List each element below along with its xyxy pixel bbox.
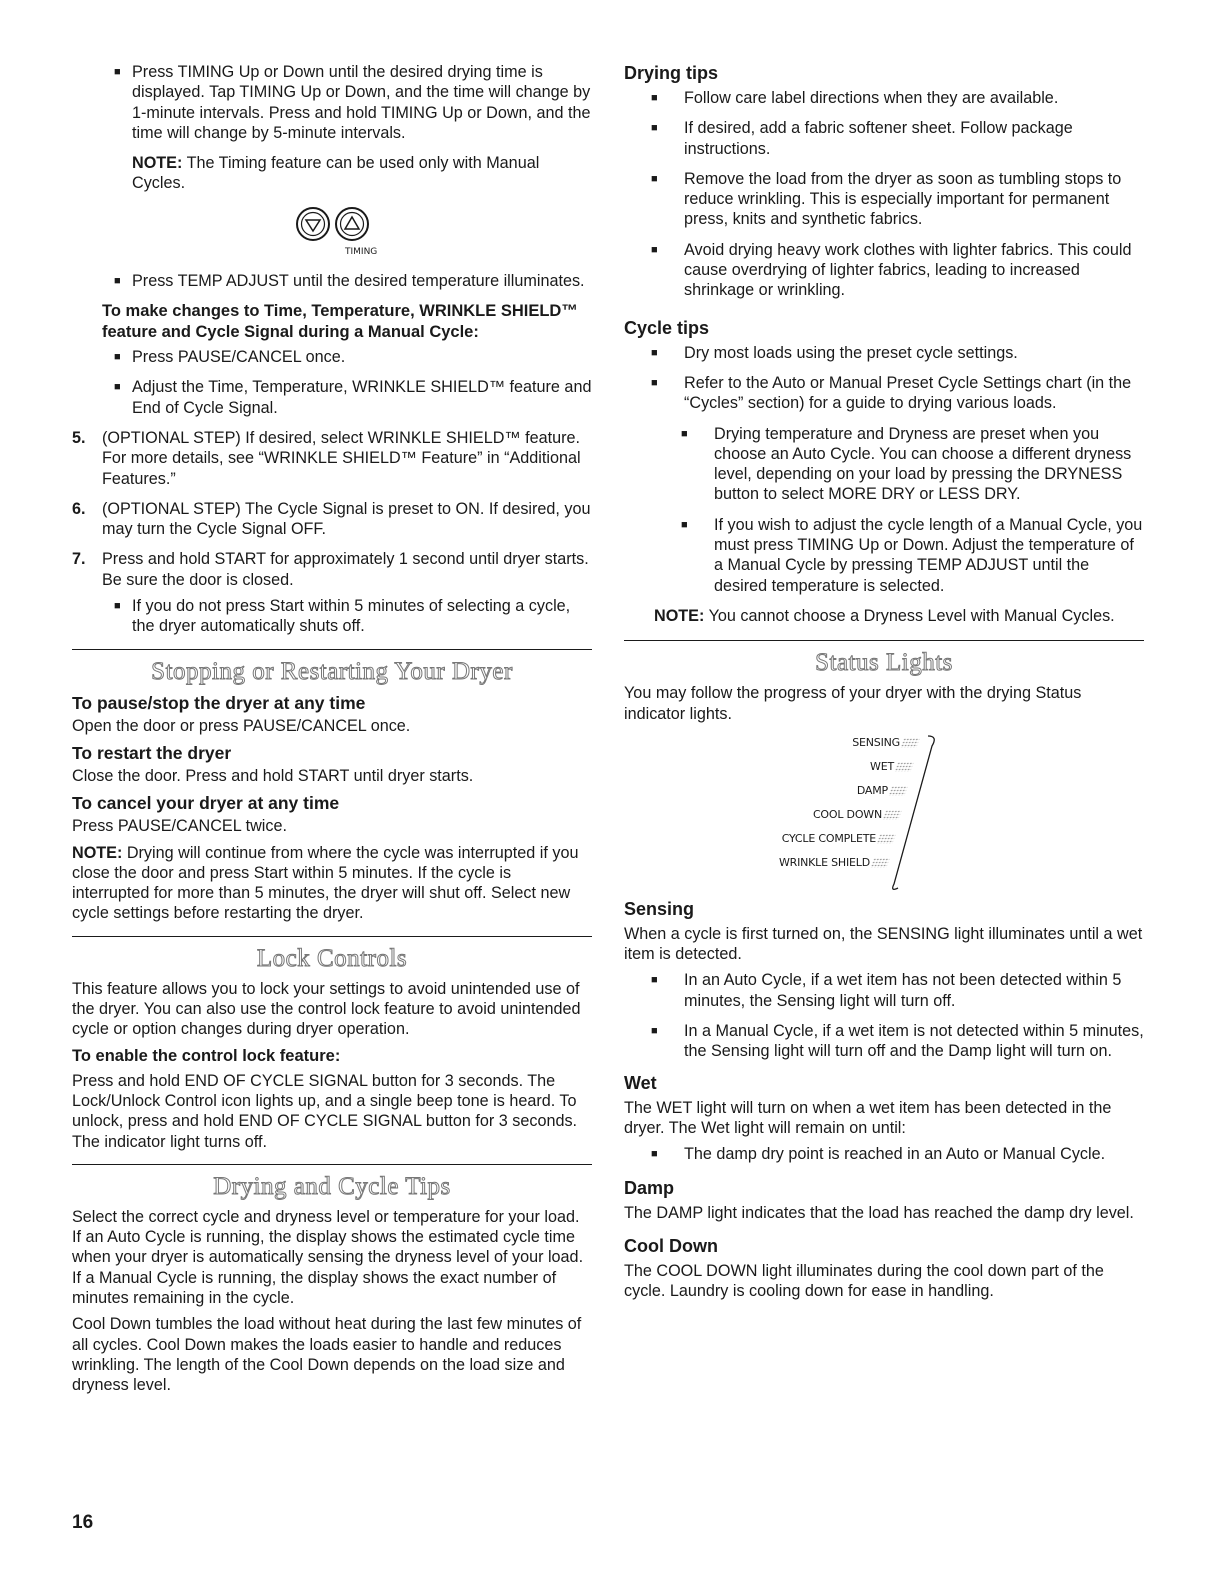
timing-buttons-figure — [72, 202, 592, 265]
sensing-item: ■ In an Auto Cycle, if a wet item has not been detected within 5 minutes, the Sensing light will turn off. — [624, 970, 1144, 1011]
status-intro: You may follow the progress of your dryer with the drying Status indicator lights. — [624, 684, 1082, 723]
drying-tip: ■ Follow care label directions when they are available. — [624, 88, 1144, 108]
section-divider — [72, 1164, 592, 1165]
cancel-heading: To cancel your dryer at any time — [72, 793, 340, 814]
status-lights-figure — [778, 732, 992, 894]
tips-paragraph: Select the correct cycle and dryness level or temperature for your load. If an Auto Cycle is running, the display shows the estimated cycle time when your dryer is automatically sensing the dryness level of your load. If a Manual Cycle is running, the display shows the exact number of minutes remaining in the cycle. — [72, 1207, 584, 1307]
section-title-tips: Drying and Cycle Tips — [213, 1172, 451, 1200]
step-7-sub-bullet: ■ If you do not press Start within 5 minutes of selecting a cycle, the dryer automatically shuts off. — [72, 596, 592, 637]
step-7 — [72, 549, 592, 590]
wet-text: The WET light will turn on when a wet item has been detected in the dryer. The Wet light will remain on until: — [624, 1098, 1112, 1137]
changes-heading: To make changes to Time, Temperature, WRINKLE SHIELD™ feature and Cycle Signal during a Manual Cycle: — [102, 302, 578, 342]
note-label: NOTE: — [132, 154, 183, 173]
drying-tips-heading: Drying tips — [624, 63, 719, 83]
temp-bullet: ■ Press TEMP ADJUST until the desired temperature illuminates. — [72, 271, 592, 291]
section-divider — [624, 640, 1144, 641]
cycle-sub-tip: ■ Drying temperature and Dryness are preset when you choose an Auto Cycle. You can choose a different dryness level, depending on your load by pressing the DRYNESS button to select MORE DRY or LESS DRY. — [654, 424, 1144, 505]
tips-paragraph: Cool Down tumbles the load without heat during the last few minutes of all cycles. Cool Down makes the loads easier to handle and reduces wrinkling. The length of the Cool Down depends on the load size and dryness level. — [72, 1315, 582, 1395]
sensing-item: ■ In a Manual Cycle, if a wet item is not detected within 5 minutes, the Sensing light will turn off and the Damp light will turn on. — [624, 1021, 1144, 1062]
stop-note — [72, 843, 592, 924]
section-title-lock: Lock Controls — [256, 944, 408, 972]
step-number: 6. — [72, 499, 86, 518]
lock-text: This feature allows you to lock your settings to avoid unintended use of the dryer. You can also use the control lock feature to avoid unintended cycle or option changes during dryer operation. — [72, 979, 581, 1039]
timing-note — [72, 153, 592, 194]
wet-heading: Wet — [624, 1072, 657, 1093]
changes-item: ■ Adjust the Time, Temperature, WRINKLE SHIELD™ feature and End of Cycle Signal. — [72, 377, 592, 418]
timing-buttons-icon — [277, 202, 387, 260]
down-arrow-icon — [306, 220, 320, 231]
step-5 — [72, 428, 592, 489]
timing-bullet: ■ Press TIMING Up or Down until the desired drying time is displayed. Tap TIMING Up or Down, and the time will change by 1-minute intervals. Press and hold TIMING Up or Down, and the time will change by 5-minute intervals. — [72, 62, 592, 143]
pause-heading: To pause/stop the dryer at any time — [72, 692, 366, 713]
cycle-tip: ■ Dry most loads using the preset cycle settings. — [624, 343, 1144, 363]
damp-heading: Damp — [624, 1177, 675, 1198]
section-divider — [72, 649, 592, 650]
page-number: 16 — [72, 1512, 94, 1533]
status-label-wrinkle-shield: WRINKLE SHIELD — [779, 856, 888, 869]
cancel-text: Press PAUSE/CANCEL twice. — [72, 817, 287, 836]
status-label-wet: WET — [870, 760, 912, 773]
step-text: Press and hold START for approximately 1 second until dryer starts. Be sure the door is closed. — [102, 550, 589, 589]
sensing-text: When a cycle is first turned on, the SENSING light illuminates until a wet item is detected. — [624, 924, 1143, 964]
note-text: Drying will continue from where the cycle was interrupted if you close the door and press Start within 5 minutes. If the cycle is interrupted for more than 5 minutes, the dryer will shut off. Select new cycle settings before restarting the dryer. — [72, 843, 579, 923]
status-label-sensing: SENSING — [852, 736, 918, 749]
changes-item: ■ Press PAUSE/CANCEL once. — [72, 347, 592, 367]
lock-enable-heading: To enable the control lock feature: — [72, 1046, 341, 1065]
cycle-tip: ■ Refer to the Auto or Manual Preset Cycle Settings chart (in the “Cycles” section) for a guide to drying various loads. — [624, 373, 1144, 414]
timing-label: TIMING — [345, 246, 378, 257]
wet-item: ■ The damp dry point is reached in an Auto or Manual Cycle. — [624, 1144, 1144, 1164]
step-text: (OPTIONAL STEP) The Cycle Signal is preset to ON. If desired, you may turn the Cycle Signal OFF. — [102, 499, 591, 539]
restart-text: Close the door. Press and hold START until dryer starts. — [72, 766, 474, 785]
drying-tip: ■ Remove the load from the dryer as soon as tumbling stops to reduce wrinkling. This is especially important for permanent press, knits and synthetic fabrics. — [624, 169, 1144, 230]
cycle-tips-heading: Cycle tips — [624, 317, 710, 338]
note-label: NOTE: — [654, 606, 705, 625]
sensing-heading: Sensing — [624, 898, 695, 919]
step-text: (OPTIONAL STEP) If desired, select WRINKLE SHIELD™ feature. For more details, see “WRINKLE SHIELD™ Feature” in “Additional Features.” — [102, 428, 581, 488]
lock-enable-text: Press and hold END OF CYCLE SIGNAL button for 3 seconds. The Lock/Unlock Control icon lights up, and a single beep tone is heard. To unlock, press and hold END OF CYCLE SIGNAL button for 3 seconds. The indicator light turns off. — [72, 1071, 578, 1151]
cycle-note — [624, 606, 1144, 626]
restart-heading: To restart the dryer — [72, 742, 232, 763]
pause-text: Open the door or press PAUSE/CANCEL once. — [72, 716, 411, 735]
note-text: You cannot choose a Dryness Level with Manual Cycles. — [704, 606, 1115, 625]
step-number: 7. — [72, 550, 86, 569]
note-text: The Timing feature can be used only with Manual Cycles. — [132, 154, 540, 193]
cycle-sub-tip: ■ If you wish to adjust the cycle length of a Manual Cycle, you must press TIMING Up or Down. Adjust the temperature of a Manual Cycle by pressing TEMP ADJUST until the desired temperature is selected. — [654, 515, 1144, 596]
cool-down-heading: Cool Down — [624, 1235, 718, 1256]
section-title-status: Status Lights — [815, 649, 953, 677]
drying-tip: ■ Avoid drying heavy work clothes with lighter fabrics. This could cause overdrying of lighter fabrics, leading to increased shrinkage or wrinkling. — [624, 240, 1144, 301]
damp-text: The DAMP light indicates that the load has reached the damp dry level. — [624, 1203, 1134, 1222]
up-arrow-icon — [345, 217, 359, 229]
step-6 — [72, 499, 592, 540]
status-label-damp: DAMP — [857, 784, 906, 797]
status-label-cool-down: COOL DOWN — [813, 808, 900, 821]
note-label: NOTE: — [72, 843, 123, 862]
step-number: 5. — [72, 428, 86, 447]
status-label-cycle-complete: CYCLE COMPLETE — [782, 832, 894, 845]
section-title-stopping: Stopping or Restarting Your Dryer — [151, 657, 513, 685]
left-column — [72, 62, 592, 1401]
section-divider — [72, 936, 592, 937]
right-column — [624, 62, 1144, 1307]
cool-down-text: The COOL DOWN light illuminates during the cool down part of the cycle. Laundry is cooling down for ease in handling. — [624, 1261, 1104, 1301]
drying-tip: ■ If desired, add a fabric softener sheet. Follow package instructions. — [624, 118, 1144, 159]
